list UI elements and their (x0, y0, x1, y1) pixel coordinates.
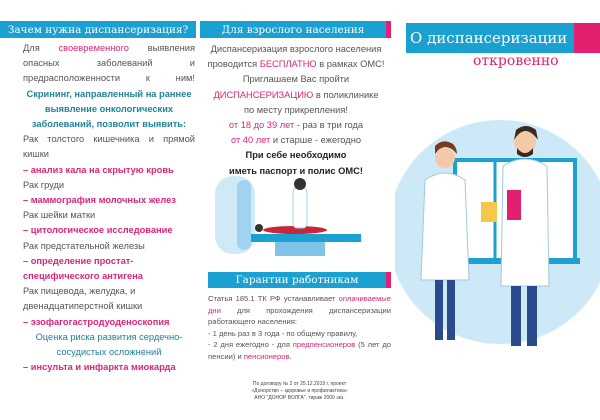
footer-line: «Донорство – здоровье и профилактика» (251, 388, 348, 394)
text-highlight: пенсионеров (243, 351, 290, 361)
item-test: – определение простат-специфического антигена (23, 255, 143, 282)
text-segment: для прохождения диспансеризации работающего населения: (208, 305, 391, 326)
mri-illustration (215, 172, 375, 264)
guarantee-text (208, 293, 391, 362)
risk-title: Оценка риска развития сердечно-сосудистых осложнений (35, 331, 183, 358)
text-highlight: предпенсионеров (292, 340, 356, 349)
text-highlight: оплачиваемые дни (208, 294, 391, 315)
item-name: Рак пищевода, желудка, и двенадцатиперстной кишки (23, 286, 143, 312)
left-header: Зачем нужна диспансеризация? (0, 21, 196, 38)
footer (208, 381, 391, 402)
screening-title: Скрининг, направленный на раннее выявление онкологических заболеваний, позволит выявить: (26, 88, 192, 130)
intro-text: Для (23, 43, 40, 53)
item-test: – эзофагогастродуоденоскопия (23, 316, 170, 327)
item-name: Рак предстательной железы (23, 240, 145, 251)
footer-line: АНО "ДОНОР ВОЛГА", тираж 2000 экз. (254, 395, 345, 401)
guarantee-header-accent (386, 272, 391, 288)
title-banner: О диспансеризации (406, 23, 574, 53)
text-line (200, 88, 392, 103)
guarantee-header: Гарантии работникам (208, 272, 386, 288)
subtitle: откровенно (473, 53, 559, 69)
item-name: Рак толстого кишечника и прямой кишки (23, 134, 195, 160)
text-line: При себе необходимо (245, 150, 347, 161)
text-line (200, 118, 392, 133)
text-highlight: ДИСПАНСЕРИЗАЦИЮ (213, 89, 314, 100)
middle-header: Для взрослого населения (200, 21, 386, 38)
text-segment: - раз в три года (294, 120, 364, 131)
risk-item: – инсульта и инфаркта миокарда (23, 362, 176, 373)
title-banner-accent (574, 23, 600, 53)
item-test: – маммография молочных желез (23, 195, 176, 206)
text-line: - 1 день раз в 3 года - по общему правилу, (208, 328, 358, 338)
text-line: по месту прикрепления! (244, 104, 348, 115)
text-segment: Статья 185.1 ТК РФ устанавливает (208, 294, 339, 303)
intro-text: выявления опасных заболеваний и предрасположенности к ним! (23, 43, 195, 84)
item-name: Рак шейки матки (23, 210, 96, 221)
text-line: иметь паспорт и полис ОМС! (229, 165, 363, 176)
text-segment: и старше - ежегодно (270, 135, 361, 146)
item-name: Рак груди (23, 179, 65, 190)
text-highlight: от 18 до 39 лет (228, 120, 295, 131)
text-line (208, 293, 391, 328)
middle-header-accent (386, 21, 391, 38)
text-line: Приглашаем Вас пройти (242, 74, 350, 85)
middle-column (200, 42, 392, 179)
text-line: - 2 дня ежегодно - для предпенсионеров (5 лет до пенсии) и пенсионеров. (208, 340, 391, 361)
intro (23, 41, 195, 87)
text-highlight: от 40 лет (230, 135, 271, 146)
text-segment: - 2 дня ежегодно - для (208, 340, 293, 349)
text-segment: в поликлинике (313, 89, 379, 100)
text-line (200, 133, 392, 148)
item-test: – цитологическое исследование (23, 225, 173, 236)
text-segment: в рамках ОМС! (316, 59, 385, 70)
text-segment: (5 лет до пенсии) и (208, 340, 391, 361)
left-column (23, 41, 195, 375)
item-test: – анализ кала на скрытую кровь (23, 164, 174, 175)
footer-line: По договору № 2 от 25.12.2019 г, проект (252, 381, 347, 387)
text-line (200, 57, 392, 72)
doctors-illustration (395, 110, 600, 360)
text-segment: проводится (207, 59, 260, 70)
intro-highlight: своевременного (58, 43, 129, 53)
text-line: Диспансеризация взрослого населения (210, 44, 382, 54)
text-highlight: БЕСПЛАТНО (259, 59, 317, 70)
